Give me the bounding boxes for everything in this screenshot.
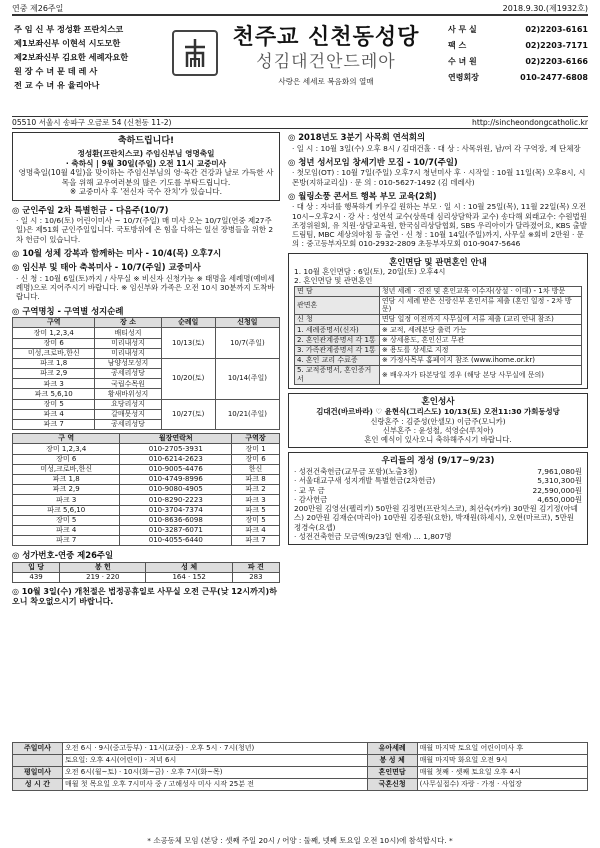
- congrats-line: · 축하식 | 9월 30일(주일) 오전 11시 교중미사: [65, 158, 227, 168]
- ledger-amount: 22,590,000원: [532, 485, 582, 495]
- table-row: 파크 7 공세리성당: [13, 420, 280, 430]
- cell: 매월 첫째 · 셋째 토요일 오후 4시: [417, 767, 587, 779]
- cell: 신 청: [295, 315, 380, 325]
- clergy-line: 주 임 신 부 정성환 프란치스코: [14, 24, 124, 34]
- ledger-row: [294, 495, 582, 504]
- cell: 파크 2: [232, 485, 280, 495]
- table-row: [13, 444, 280, 454]
- notice: ◎ 월링소풍 콘서트 행복 부모 교육(2회) · 대 상 : 자녀를 행복하게 키우길 원하는 부모 · 일 시 : 10월 25일(목), 11월 22일(목) 오전10시~오후2시 · 강 사 : 성연석 교수(상록대 심리상담학과 교수) 송다해 외래교수: 수원법원조정위원회, 유 치원·상담교육원, 한국심리상담협회, SBS 우리아이가 달라졌어요, KBS 출발드림팀, MBC 세상의아침 등 출연 · 신 청 : 10월 14일(주일)까지, 사무실 ※회비 2만원 · 문 의 : 중고등부자모회 010-2932-2809 초등부자모회 010-9047-5646: [288, 190, 587, 249]
- cell: 혼인면담: [367, 767, 417, 779]
- contact-list: [448, 22, 588, 86]
- cell: (사무실접수) 자랑 · 가정 · 사업장: [417, 779, 587, 791]
- table-row: 파크 1,8 남양성모성지 10/20(토) 10/14(주일): [13, 358, 280, 368]
- donor-list: 200만원 김영선(펠리키) 50만원 김정면(프란치스코), 최선숙(카카) 30만원 김기정(아녜스) 20만원 김재순(마리아) 10만원 김종원(요한), 박재원(하세시), 오현(마르코), 5만원 정경숙(요셉): [294, 504, 578, 532]
- table-row: [295, 296, 582, 315]
- table-row: 파크 5,6,10 황새바위성지: [13, 389, 280, 399]
- contact-row: 수 녀 원 02)2203-6166: [448, 57, 588, 66]
- ledger-row: [294, 486, 582, 495]
- contact-row: 연령회장 010-2477-6808: [448, 73, 588, 82]
- pilgrimage-table: 구역 장 소 순례일 신청일 장미 1,2,3,4 배티성지 10/13(토) 10/7(주일) 장미 6 미리내성지 미성,크로바,한신 미리내성지 파크 1,8 남양성모성지 10/20(토) 10/14(주일) 파크 2,9 공세리성당 파크 3 국립수목원 파크 5,6,10 황새바위성지 장미 5 요당리성지 10/27(토) 10/21(주일) 파크 4 갈매못성지 파크 7 공세리성당: [12, 317, 280, 430]
- district-section: [12, 306, 280, 547]
- groom-parents: 신랑혼주 : 김준성(안셀모) 이금주(모니카): [370, 416, 506, 426]
- offering-box: [288, 452, 588, 545]
- cell: 장미 5: [13, 515, 120, 525]
- parish-name: 천주교 신천동성당: [232, 24, 420, 50]
- cell: 장미 6: [13, 454, 120, 464]
- table-row: [13, 536, 280, 546]
- cell: 장미 1,2,3,4: [13, 444, 120, 454]
- cell: 파크 3: [232, 495, 280, 505]
- wedding-box: [288, 393, 588, 449]
- cell: 파크 5,6,10: [13, 505, 120, 515]
- patron-name: 성김대건안드레아: [256, 51, 396, 72]
- notice: ◎ 군인주일 2차 특별헌금 - 다음주(10/7) · 일 시 : 10/6(토) 어린이미사 ~ 10/7(주일) 매 미사 오는 10/7일(연중 제27주일)은 제51회 군인주일입니다. 국토방위에 온 힘을 다하는 일선 장병들을 위한 2차 헌금이 있습니다.: [12, 204, 274, 244]
- website-link[interactable]: http://sincheondongcatholic.kr: [472, 117, 588, 127]
- table-row: 장미 1,2,3,4 배티성지 10/13(토) 10/7(주일): [13, 328, 280, 338]
- table-row: [295, 286, 582, 296]
- table-row: [13, 755, 588, 767]
- cell: 파크 5: [232, 505, 280, 515]
- table-row: [295, 335, 582, 345]
- table-row: [13, 767, 588, 779]
- congrats-body: 영명축일(10월 4일)을 맞이하는 주임신부님의 영·육간 건강과 날로 가득한 사목을 위해 교우여러분의 많은 기도를 부탁드립니다.: [18, 168, 274, 187]
- table-row: [13, 495, 280, 505]
- offering-title: 우리들의 정성 (9/17~9/23): [381, 456, 495, 467]
- cell: 010-6214-2623: [120, 454, 232, 464]
- district-title: ◎ 구역명칭 - 구역별 성지순례: [12, 305, 124, 316]
- cell: 1. 세례증명서(신자): [295, 325, 380, 335]
- cell: 매월 마지막 화요일 오전 9시: [417, 755, 587, 767]
- offering-foot: · 성전건축헌금 모금액(9/23일 현재) ... 1,807명: [294, 531, 452, 541]
- parish-title: [226, 24, 426, 86]
- leaders-table: 구 역 월장연락처 구역장 장미 1,2,3,4 010-2705-3931 장미 1 장미 6 010-6214-2623 장미 6 미성,크로바,한신 010-9005-4476 한신 파크 1,8 010-4749-8996 파크 8 파크 2,9 010-9080-4905 파크 2 파크 3 010-8290-2223 파크 3 파크 5,6,10 010-3704-7374 파크 5 장미 5 010-8636-6098 장미 5 파크 4 010-3287-6071 파크 4 파크 7 010-4055-6440 파크 7: [12, 433, 280, 546]
- congrats-note: ※ 교중미사 후 '전신자 국수 잔치'가 있습니다.: [69, 187, 223, 197]
- cell: 파크 1,8: [13, 474, 120, 484]
- cell: ※ 상세용도, 혼인신고 무관: [379, 335, 581, 345]
- cell: 010-2705-3931: [120, 444, 232, 454]
- hymn-table: 입 당 봉 헌 성 체 파 견 439 219 · 220 164 · 152 283: [12, 562, 280, 583]
- clergy-line: 원 장 수 녀 문 데 레 사: [14, 66, 98, 76]
- ledger-amount: 4,650,000원: [537, 494, 582, 504]
- table-row: [295, 315, 582, 325]
- left-column: [12, 132, 280, 848]
- cell: 오전 6시 · 9시(중고등부) · 11시(교중) · 오후 5시 · 7시(청년): [63, 743, 368, 755]
- notice: ◎ 청년 성서모임 창세기반 모집 - 10/7(주일) · 첫모임(OT) : 10월 7일(주일) 오후7시 청년미사 후 · 시작일 : 10월 11일(목) 오후8시, 시몬방(지하교리실) · 문 의 : 010-5627-1492 (김 데레사): [288, 156, 586, 187]
- cell: [13, 755, 63, 767]
- cell: 관면혼: [295, 296, 380, 315]
- table-row: [13, 454, 280, 464]
- consult-title: 혼인면담 및 관면혼인 안내: [389, 256, 487, 267]
- cell: 파크 2,9: [13, 485, 120, 495]
- cell: 010-3287-6071: [120, 525, 232, 535]
- notice: ◎ 임신부 및 태아 축복미사 - 10/7(주일) 교중미사 · 신 청 : 10월 6일(토)까지 / 사무실 ※ 비신자 신청가능 ※ 태명을 세례명(예비세례명)으로 지어주시기 바랍니다. ※ 임신부와 가족은 오전 10시 30분까지 도착바랍니다.: [12, 262, 275, 302]
- ledger-amount: 5,310,300원: [537, 476, 582, 486]
- ledger-row: [294, 467, 582, 476]
- cell: 장미 1: [232, 444, 280, 454]
- issue-label: 연중 제26주일: [12, 4, 64, 13]
- cell: 파크 4: [232, 525, 280, 535]
- cell: 파크 4: [13, 525, 120, 535]
- cell: 매월 마지막 토요일 어린이미사 후: [417, 743, 587, 755]
- cell: 연담 시 세례 받은 신랑신부 혼인서류 제출 (혼인 일정 - 2차 방문): [379, 296, 581, 315]
- bride-parents: 신부혼주 : 윤성철, 석영순(루치아): [382, 425, 494, 435]
- table-row: [295, 355, 582, 365]
- cell: 매월 첫 목요일 오후 7시미사 중 / 고해성사 미사 시작 25분 전: [63, 779, 368, 791]
- cell: 미성,크로바,한신: [13, 464, 120, 474]
- wedding-title: 혼인성사: [421, 396, 455, 407]
- clergy-line: 제1보좌신부 이현석 시도모한: [14, 38, 121, 48]
- cell: 010-4749-8996: [120, 474, 232, 484]
- cell: ※ 가정사목부 홈페이지 참조 (www.ihome.or.kr): [379, 355, 581, 365]
- address: 05510 서울시 송파구 오금로 54 (신천동 11-2): [12, 117, 172, 127]
- table-row: [295, 325, 582, 335]
- cell: 파크 7: [13, 536, 120, 546]
- cell: 010-9080-4905: [120, 485, 232, 495]
- cell: 면담 일정 이전까지 사무실에 서류 제출 (교리 안내 참조): [379, 315, 581, 325]
- cell: 토요일: 오후 4시(어린이) · 저녁 6시: [63, 755, 368, 767]
- table-row: [13, 464, 280, 474]
- cell: ※ 교적, 세례본당 출력 가능: [379, 325, 581, 335]
- ledger-label: · 성전건축헌금(교무금 포함)(노출3점): [294, 467, 418, 477]
- cell: 010-8290-2223: [120, 495, 232, 505]
- church-logo-icon: [172, 30, 218, 76]
- cell: ※ 용도를 상세로 지정: [379, 345, 581, 355]
- cell: 면 담: [295, 286, 380, 296]
- issue-date: 2018.9.30.(제1932호): [502, 4, 588, 13]
- cell: 성 시 간: [13, 779, 63, 791]
- hymn-section: [12, 550, 280, 583]
- table-row: [13, 515, 280, 525]
- ledger-amount: 7,961,080원: [537, 467, 582, 477]
- clergy-list: [14, 22, 164, 92]
- mass-schedule: [12, 742, 588, 791]
- table-row: 파크 2,9 공세리성당: [13, 369, 280, 379]
- consult-line: 2. 혼인면담 및 관면혼인: [294, 276, 373, 286]
- header-strip: [12, 4, 588, 16]
- cell: 주일미사: [13, 743, 63, 755]
- cell: 장미 6: [232, 454, 280, 464]
- notice: ◎ 2018년도 3분기 사목회 연석회의 · 일 시 : 10월 3일(수) 오후 8시 / 김대건홀 · 대 상 : 사목위원, 남/여 각 구역장, 제 단체장: [288, 132, 581, 153]
- consult-line: 1. 10월 혼인면담 : 6일(토), 20일(토) 오후4시: [294, 267, 446, 276]
- table-row: [295, 345, 582, 355]
- holiday-notice: ◎ 10월 3일(수) 개천절은 법정공휴일로 사무실 오전 근무(낮 12시까지)하오니 착오없으시기 바랍니다.: [12, 587, 277, 607]
- cell: 청년 세례 · 견진 및 혼인교육 이수자(상설 · 이대) - 1차 방문: [379, 286, 581, 296]
- clergy-line: 전 교 수 녀 유 율리아나: [14, 80, 100, 90]
- table-row: [13, 485, 280, 495]
- ledger-row: [294, 476, 582, 485]
- footer-note: * 소공동체 모임 (본당 : 셋째 주일 20시 / 어양 : 둘째, 넷째 토요일 오전 10시)에 참석합시다. *: [147, 836, 453, 845]
- motto: 사랑은 세세로 복음화의 열매: [278, 76, 374, 86]
- contact-row: 사 무 실 02)2203-6161: [448, 25, 588, 34]
- cell: 유아세례: [367, 743, 417, 755]
- cell: 010-4055-6440: [120, 536, 232, 546]
- contact-row: 팩 스 02)2203-7171: [448, 41, 588, 50]
- cell: 한신: [232, 464, 280, 474]
- cell: 010-8636-6098: [120, 515, 232, 525]
- congrats-title: 축하드립니다!: [117, 136, 175, 146]
- clergy-line: 제2보좌신부 김요한 세례자요한: [14, 52, 129, 62]
- cell: 평일미사: [13, 767, 63, 779]
- hymn-title: ◎ 성가번호-연중 제26주일: [12, 550, 114, 561]
- wedding-line: 김대건(바르바라) ♡ 윤현식(그리스도) 10/13(토) 오전11:30 가회동성당: [316, 407, 560, 417]
- congrats-box: [12, 132, 280, 201]
- wedding-note: 혼인 예식이 있사오니 축하해주시기 바랍니다.: [364, 435, 512, 445]
- cell: 010-3704-7374: [120, 505, 232, 515]
- cell: 010-9005-4476: [120, 464, 232, 474]
- cell: 파크 8: [232, 474, 280, 484]
- table-row: 장미 5 요당리성지 10/27(토) 10/21(주일): [13, 399, 280, 409]
- table-row: [13, 743, 588, 755]
- cell: 파크 7: [232, 536, 280, 546]
- ledger-label: · 교 무 금: [294, 485, 325, 495]
- table-row: [13, 474, 280, 484]
- consult-table: [294, 286, 582, 385]
- address-bar: [12, 116, 588, 129]
- table-row: [295, 366, 582, 385]
- cell: 파크 3: [13, 495, 120, 505]
- cell: 4. 혼인 교리 수료증: [295, 355, 380, 365]
- table-row: [13, 505, 280, 515]
- cell: ※ 배우자가 타본당일 경우 (해당 본당 사무실에 문의): [379, 366, 581, 385]
- table-row: 파크 3 국립수목원: [13, 379, 280, 389]
- cell: 오전 6시(월~토) · 10시(화~금) · 오후 7시(화~목): [63, 767, 368, 779]
- congrats-line: 정성환(프란치스코) 주임신부님 영명축일: [77, 149, 215, 159]
- notice: ◎ 10월 성체 강복과 함께하는 미사 - 10/4(목) 오후7시: [12, 247, 222, 258]
- ledger-label: · 서울대교구새 성지개발 특별헌금(2차헌금): [294, 476, 436, 486]
- cell: 5. 교적증명서, 혼인증거서: [295, 366, 380, 385]
- table-row: 파크 4 갈매못성지: [13, 409, 280, 419]
- cell: 2. 혼인관계증명서 각 1통: [295, 335, 380, 345]
- table-row: 장미 6 미리내성지: [13, 338, 280, 348]
- cell: 국혼신청: [367, 779, 417, 791]
- table-row: [13, 525, 280, 535]
- marriage-consult-box: [288, 253, 588, 389]
- table-row: [13, 779, 588, 791]
- right-column: [288, 132, 588, 848]
- cell: 봉 성 체: [367, 755, 417, 767]
- ledger-label: · 감사헌금: [294, 494, 328, 504]
- table-row: 미성,크로바,한신 미리내성지: [13, 348, 280, 358]
- cell: 3. 가족관계증명서 각 1통: [295, 345, 380, 355]
- cell: 장미 5: [232, 515, 280, 525]
